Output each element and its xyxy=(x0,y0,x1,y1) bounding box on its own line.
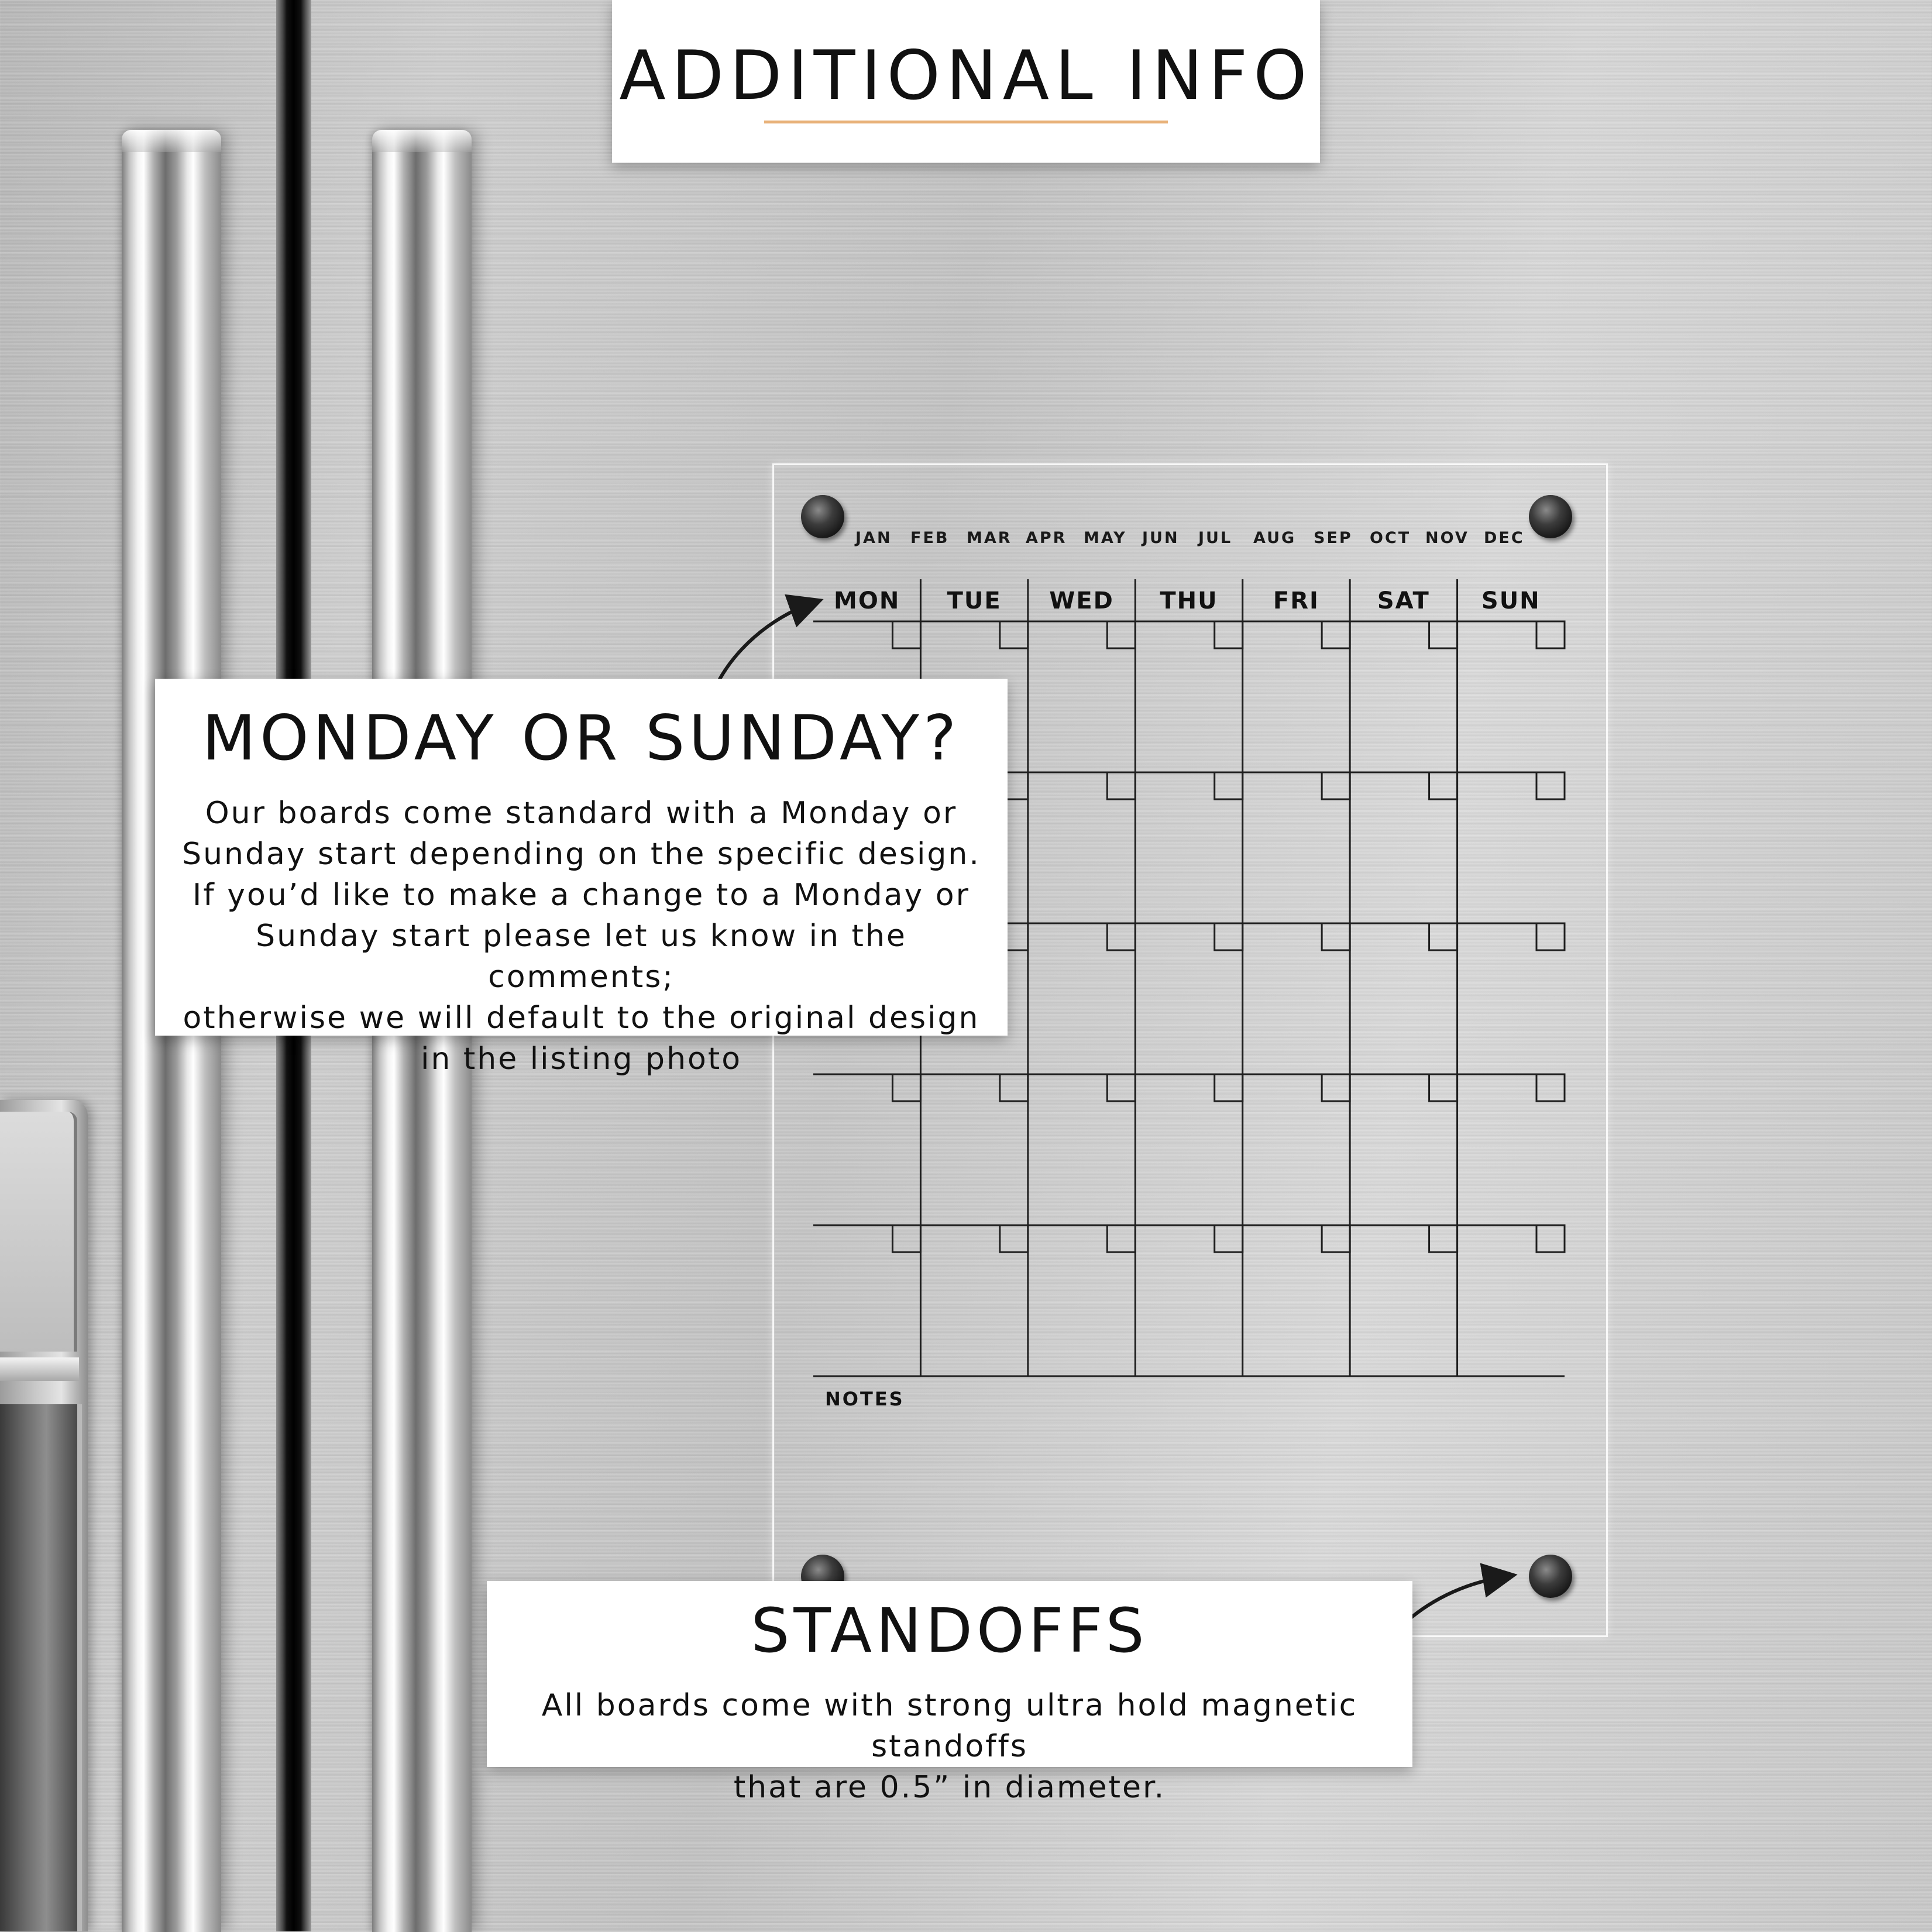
weekday-label-sun: SUN xyxy=(1481,587,1541,614)
text-line: otherwise we will default to the original design xyxy=(183,1001,980,1036)
notes-label: NOTES xyxy=(825,1388,905,1410)
weekday-label-wed: WED xyxy=(1049,587,1114,614)
month-label-aug: AUG xyxy=(1253,529,1297,547)
month-label-jan: JAN xyxy=(855,529,892,547)
month-label-sep: SEP xyxy=(1314,529,1353,547)
month-label-feb: FEB xyxy=(910,529,950,547)
text-line: If you’d like to make a change to a Monday or xyxy=(192,878,970,913)
weekday-label-mon: MON xyxy=(834,587,900,614)
text-line: Sunday start depending on the specific design. xyxy=(182,837,981,872)
title-accent-rule xyxy=(764,121,1168,123)
month-label-jun: JUN xyxy=(1142,529,1180,547)
month-label-may: MAY xyxy=(1084,529,1127,547)
weekday-label-fri: FRI xyxy=(1273,587,1319,614)
month-label-dec: DEC xyxy=(1484,529,1525,547)
standoffs-card xyxy=(487,1581,1412,1805)
month-label-oct: OCT xyxy=(1370,529,1411,547)
monday-or-sunday-heading: MONDAY OR SUNDAY? xyxy=(202,702,961,774)
weekday-label-tue: TUE xyxy=(947,587,1002,614)
weekday-label-thu: THU xyxy=(1160,587,1218,614)
text-line: Sunday start please let us know in the comments; xyxy=(256,919,907,995)
monday-or-sunday-card xyxy=(155,679,1008,1077)
text-line: Our boards come standard with a Monday or xyxy=(205,796,958,831)
additional-info-card xyxy=(612,0,1320,163)
monday-or-sunday-text xyxy=(173,793,990,1080)
month-label-jul: JUL xyxy=(1198,529,1233,547)
text-line: All boards come with strong ultra hold magnetic standoffs xyxy=(541,1688,1358,1764)
text-line: that are 0.5” in diameter. xyxy=(733,1770,1166,1805)
text-line: in the listing photo xyxy=(420,1041,742,1077)
weekday-label-sat: SAT xyxy=(1377,587,1430,614)
page-title: ADDITIONAL INFO xyxy=(619,36,1313,115)
month-label-mar: MAR xyxy=(967,529,1012,547)
standoffs-heading: STANDOFFS xyxy=(751,1595,1149,1666)
month-label-nov: NOV xyxy=(1425,529,1469,547)
standoffs-text xyxy=(499,1685,1401,1808)
month-label-apr: APR xyxy=(1026,529,1067,547)
